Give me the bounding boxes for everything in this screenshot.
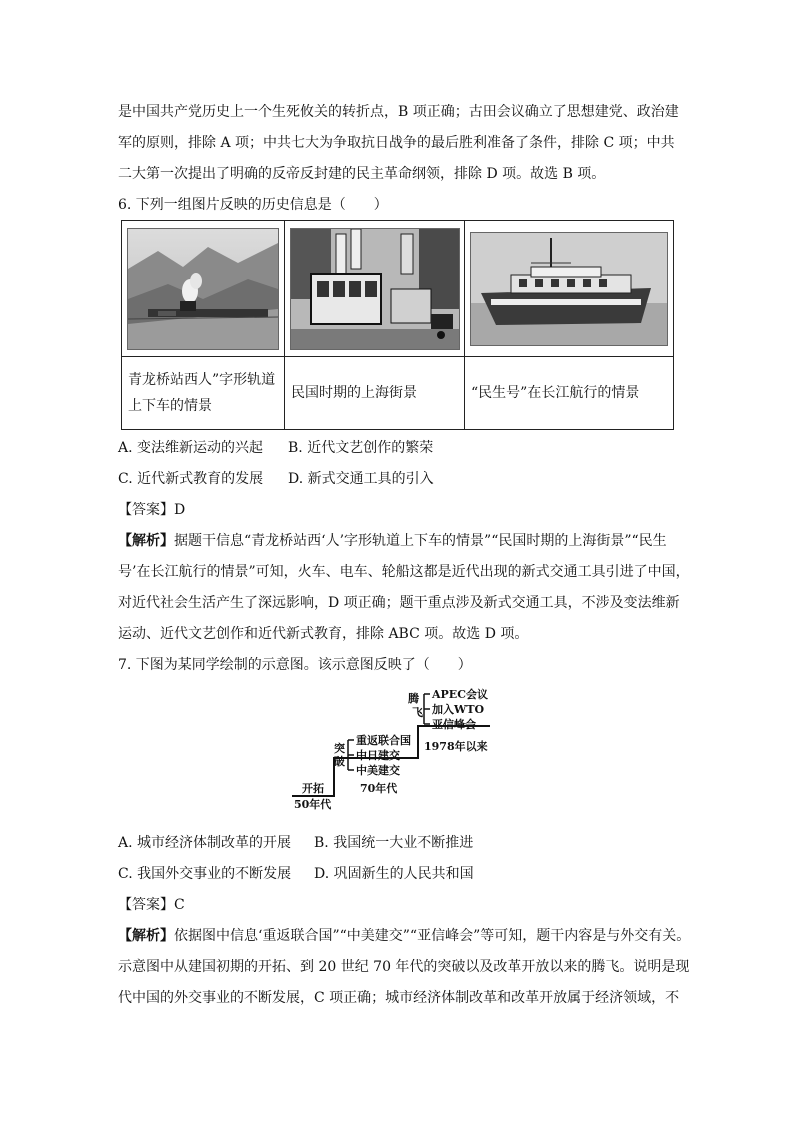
picture-cell-3: [465, 221, 674, 357]
minsheng-ship-photo: [470, 232, 668, 346]
caption-2: 民国时期的上海街景: [285, 357, 465, 430]
paragraph-line-3: 二大第一次提出了明确的反帝反封建的民主革命纲领，排除 D 项。故选 B 项。: [118, 166, 606, 182]
step2-era: 70年代: [360, 782, 398, 795]
step2-label-char-1: 突: [334, 742, 345, 755]
railway-photo: [127, 228, 279, 350]
picture-cell-2: [285, 221, 465, 357]
q6-analysis-line-3: 对近代社会生活产生了深远影响，D 项正确；题干重点涉及新式交通工具，不涉及变法维新: [118, 595, 680, 611]
diplomacy-staircase-diagram: [290, 688, 500, 812]
question-6-picture-table: [121, 220, 674, 430]
step3-label-char-2: 飞: [412, 706, 423, 719]
shanghai-street-photo: [290, 228, 460, 350]
question-7-stem: 7. 下图为某同学绘制的示意图。该示意图反映了（ ）: [118, 657, 472, 673]
q6-option-b: B. 近代文艺创作的繁荣: [288, 440, 434, 456]
q6-option-d: D. 新式交通工具的引入: [288, 471, 434, 487]
q7-analysis-line-2: 示意图中从建国初期的开拓、到 20 世纪 70 年代的突破以及改革开放以来的腾飞。说明是现: [118, 959, 690, 975]
q6-analysis-line-2: 号’在长江航行的情景”可知，火车、电车、轮船这都是近代出现的新式交通工具引进了中国，: [118, 564, 690, 580]
q7-options-row-1: [118, 833, 473, 853]
step3-item-1: APEC会议: [432, 688, 488, 701]
q7-option-c: C. 我国外交事业的不断发展: [118, 866, 292, 882]
q6-answer: 【答案】D: [118, 502, 186, 518]
q7-analysis-line-3: 代中国的外交事业的不断发展，C 项正确；城市经济体制改革和改革开放属于经济领域，不: [118, 990, 680, 1006]
q7-analysis-line-1: [118, 926, 691, 946]
step3-item-3: 亚信峰会: [432, 718, 476, 731]
step2-item-1: 重返联合国: [356, 734, 411, 747]
q7-option-a: A. 城市经济体制改革的开展: [118, 835, 292, 851]
step2-item-3: 中美建交: [356, 764, 400, 777]
step3-item-2: 加入WTO: [432, 703, 485, 716]
q7-option-d: D. 巩固新生的人民共和国: [314, 866, 474, 882]
step2-label-char-2: 破: [334, 755, 345, 768]
step1-era: 50年代: [294, 798, 332, 811]
q6-analysis-text-1: 据题干信息“青龙桥站西‘人’字形轨道上下车的情景”“民国时期的上海街景”“民生: [174, 533, 667, 549]
q7-analysis-label: 【解析】: [118, 928, 174, 944]
step2-item-2: 中日建交: [356, 749, 400, 762]
q7-answer: 【答案】C: [118, 897, 185, 913]
q7-option-b: B. 我国统一大业不断推进: [314, 835, 474, 851]
picture-cell-1: [122, 221, 285, 357]
caption-1: 青龙桥站西人”字形轨道上下车的情景: [122, 357, 285, 430]
q6-options-row-2: [118, 469, 434, 489]
q7-analysis-text-1: 依据图中信息‘重返联合国”“中美建交”“亚信峰会”等可知，题干内容是与外交有关。: [174, 928, 691, 944]
q6-option-c: C. 近代新式教育的发展: [118, 471, 264, 487]
question-6-stem: 6. 下列一组图片反映的历史信息是（ ）: [118, 197, 388, 213]
q6-analysis-label: 【解析】: [118, 533, 174, 549]
paragraph-line-2: 军的原则，排除 A 项；中共七大为争取抗日战争的最后胜利准备了条件，排除 C 项；中共: [118, 135, 675, 151]
step3-label-char-1: 腾: [408, 692, 419, 705]
q7-options-row-2: [118, 864, 474, 884]
step1-label: 开拓: [302, 782, 324, 795]
paragraph-line-1: 是中国共产党历史上一个生死攸关的转折点，B 项正确；古田会议确立了思想建党、政治建: [118, 104, 679, 120]
q6-analysis-line-1: [118, 531, 678, 551]
step3-era: 1978年以来: [424, 740, 488, 753]
q6-analysis-line-4: 运动、近代文艺创作和近代新式教育，排除 ABC 项。故选 D 项。: [118, 626, 529, 642]
caption-3: “民生号”在长江航行的情景: [465, 357, 674, 430]
q6-options-row-1: [118, 438, 433, 458]
q6-option-a: A. 变法维新运动的兴起: [118, 440, 264, 456]
